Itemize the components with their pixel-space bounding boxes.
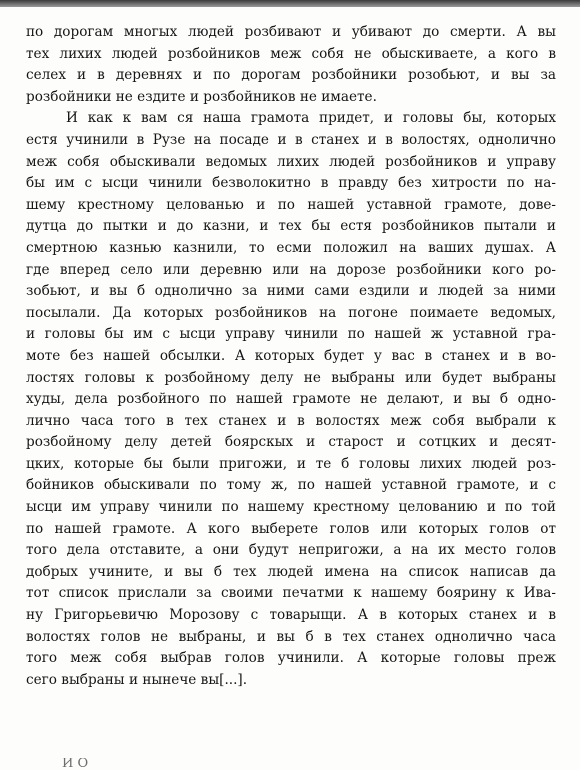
text-line: розбойники не ездите и розбойников не имаете. [26, 88, 377, 105]
text-line: естя учинили в Рузе на посаде и в станех и в волостях, однолично [26, 131, 556, 148]
text-line: лостях головы к розбойному делу не выбраны или будет выбраны [26, 369, 556, 386]
text-line: зобьют, и вы б однолично за ними сами ездили и людей за ними [26, 283, 556, 300]
text-line: тех лихих людей розбойников меж собя не обыскиваете, а кого в [26, 45, 556, 62]
text-line: селех и в деревнях и по дорогам розбойники розобьют, и вы за [26, 67, 556, 84]
text-line: сего выбраны и нынече вы[...]. [26, 671, 248, 688]
text-line: того дела отставите, а они будут непригожи, а на их место голов [26, 542, 556, 559]
next-paragraph-fragment: И О [62, 758, 89, 770]
top-edge-shadow [0, 0, 580, 7]
text-line: худы, дела розбойного по нашей грамоте не делают, и вы б одно- [26, 391, 556, 408]
text-line: ысци им управу чинили по нашему крестному целованию и по той [26, 499, 556, 516]
text-block [26, 22, 556, 691]
text-line: того меж собя выбрав голов учинили. А которые головы преж [26, 650, 556, 667]
text-line: посылали. Да которых розбойников на погоне поимаете ведомых, [26, 304, 556, 321]
text-line: моте без нашей обсылки. А которых будет у вас в станех и в во- [26, 347, 556, 364]
text-line: дутца до пытки и до казни, и тех бы естя розбойников пытали и [26, 218, 556, 235]
text-line: тот список прислали за своими печатми к нашему боярину к Ива- [26, 585, 556, 602]
text-line: волостях голов не выбраны, и вы б в тех станех однолично часа [26, 628, 556, 645]
text-line: лично часа того в тех станех и в волостях меж собя выбрали к [26, 412, 556, 429]
text-line: смертною казнью казнили, то есми положил на ваших душах. А [26, 239, 556, 256]
text-line: по дорогам многых людей розбивают и убивают до смерти. А вы [26, 24, 556, 40]
text-line: где вперед село или деревню или на дорозе розбойники кого ро- [26, 261, 556, 278]
text-line: добрых учините, и вы б тех людей имена на список написав да [26, 563, 556, 580]
text-line: меж собя обыскивали ведомых лихих людей розбойников и управу [26, 153, 556, 170]
text-line: цких, которые бы были пригожи, и те б головы лихих людей роз- [26, 455, 556, 472]
text-line: И как к вам ся наша грамота придет, и головы бы, которых [66, 110, 556, 127]
text-line: бы им с ысци чинили безволокитно в правду без хитрости по на- [26, 175, 556, 192]
text-line: и головы бы им с ысци управу чинили по нашей ж уставной гра- [26, 326, 556, 343]
text-line: бойников обыскивали по тому ж, по нашей уставной грамоте, и с [26, 477, 556, 494]
text-line: розбойному делу детей боярскых и старост и сотцких и десят- [26, 434, 556, 451]
text-line: по нашей грамоте. А кого выберете голов или которых голов от [26, 520, 556, 537]
text-line: шему крестному целованью и по нашей уставной грамоте, дове- [26, 196, 556, 213]
text-line: ну Григорьевичю Морозову с товарыщи. А в которых станех и в [26, 607, 556, 624]
